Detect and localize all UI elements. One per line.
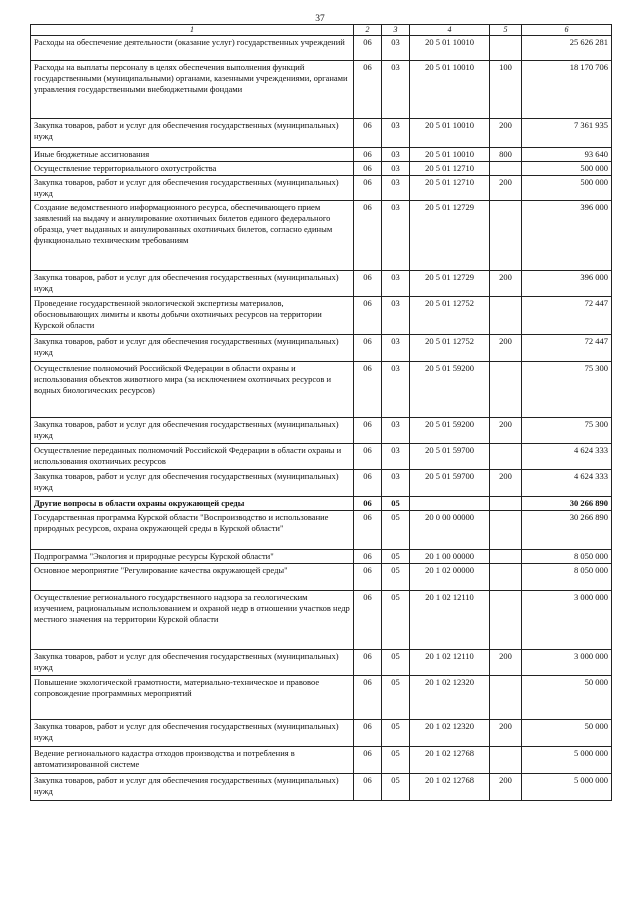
section-code: 06	[354, 444, 382, 470]
subsection-code: 05	[382, 720, 410, 747]
amount: 72 447	[522, 335, 612, 362]
row-name: Закупка товаров, работ и услуг для обеспечения государственных (муниципальных) нужд	[31, 650, 354, 676]
section-code: 06	[354, 497, 382, 511]
table-row	[31, 470, 612, 497]
column-header-3: 3	[382, 25, 410, 36]
section-code: 06	[354, 176, 382, 201]
amount: 93 640	[522, 148, 612, 162]
page-number: 37	[315, 14, 325, 24]
row-name: Осуществление территориального охотустройства	[31, 162, 354, 176]
amount: 396 000	[522, 271, 612, 297]
row-name: Расходы на обеспечение деятельности (оказание услуг) государственных учреждений	[31, 36, 354, 61]
subsection-code: 03	[382, 36, 410, 61]
section-code: 06	[354, 550, 382, 564]
target-article-code: 20 1 00 00000	[410, 550, 490, 564]
target-article-code	[410, 497, 490, 511]
row-name: Проведение государственной экологической экспертизы материалов, обосновывающих лимиты и квоты добычи охотничьих ресурсов на территории Курской области	[31, 297, 354, 335]
amount: 75 300	[522, 418, 612, 444]
row-name: Закупка товаров, работ и услуг для обеспечения государственных (муниципальных) нужд	[31, 720, 354, 747]
column-header-5: 5	[490, 25, 522, 36]
target-article-code: 20 5 01 12710	[410, 176, 490, 201]
expense-type-code: 200	[490, 176, 522, 201]
table-row	[31, 550, 612, 564]
table-row	[31, 747, 612, 774]
section-code: 06	[354, 774, 382, 801]
expense-type-code: 800	[490, 148, 522, 162]
expense-type-code	[490, 511, 522, 550]
section-code: 06	[354, 148, 382, 162]
row-name: Осуществление полномочий Российской Федерации в области охраны и использования объектов животного мира (за исключением охотничьих ресурсов и водных биологических ресурсов)	[31, 362, 354, 418]
section-code: 06	[354, 335, 382, 362]
section-code: 06	[354, 511, 382, 550]
expense-type-code	[490, 297, 522, 335]
amount: 3 000 000	[522, 591, 612, 650]
target-article-code: 20 5 01 59700	[410, 444, 490, 470]
table-row	[31, 564, 612, 591]
expense-type-code	[490, 591, 522, 650]
amount: 18 170 706	[522, 61, 612, 119]
table-row	[31, 176, 612, 201]
table-row	[31, 119, 612, 148]
target-article-code: 20 5 01 10010	[410, 148, 490, 162]
subsection-code: 03	[382, 148, 410, 162]
row-name: Закупка товаров, работ и услуг для обеспечения государственных (муниципальных) нужд	[31, 418, 354, 444]
row-name: Повышение экологической грамотности, материально-техническое и правовое сопровождение программных мероприятий	[31, 676, 354, 720]
row-name: Ведение регионального кадастра отходов производства и потребления в автоматизированной системе	[31, 747, 354, 774]
table-row	[31, 676, 612, 720]
section-code: 06	[354, 747, 382, 774]
row-name: Подпрограмма "Экология и природные ресурсы Курской области"	[31, 550, 354, 564]
expense-type-code: 200	[490, 335, 522, 362]
subsection-code: 03	[382, 444, 410, 470]
expense-type-code	[490, 550, 522, 564]
table-row	[31, 36, 612, 61]
table-row	[31, 591, 612, 650]
table-row	[31, 774, 612, 801]
column-header-6: 6	[522, 25, 612, 36]
expense-type-code: 200	[490, 271, 522, 297]
section-code: 06	[354, 36, 382, 61]
subsection-code: 05	[382, 511, 410, 550]
amount: 5 000 000	[522, 747, 612, 774]
section-code: 06	[354, 297, 382, 335]
subsection-code: 05	[382, 591, 410, 650]
section-code: 06	[354, 162, 382, 176]
column-header-4: 4	[410, 25, 490, 36]
expense-type-code: 200	[490, 774, 522, 801]
row-name: Создание ведомственного информационного ресурса, обеспечивающего прием заявлений на выдачу и аннулирование охотничьих билетов единого федерального образца, учет выданных и аннулированных охотничьих билетов, согласно единым функционально техническим требованиям	[31, 201, 354, 271]
subsection-code: 03	[382, 119, 410, 148]
subsection-code: 05	[382, 774, 410, 801]
row-name: Осуществление регионального государственного надзора за геологическим изучением, рациональным использованием и охраной недр в отношении участков недр местного значения на территории Курской области	[31, 591, 354, 650]
table-row	[31, 720, 612, 747]
target-article-code: 20 5 01 10010	[410, 119, 490, 148]
subsection-code: 05	[382, 550, 410, 564]
row-name: Расходы на выплаты персоналу в целях обеспечения выполнения функций государственными (муниципальными) органами, казенными учреждениями, органами управления государственными внебюджетными фондами	[31, 61, 354, 119]
table-row	[31, 418, 612, 444]
subsection-code: 05	[382, 564, 410, 591]
target-article-code: 20 0 00 00000	[410, 511, 490, 550]
section-code: 06	[354, 271, 382, 297]
section-code: 06	[354, 119, 382, 148]
amount: 3 000 000	[522, 650, 612, 676]
section-code: 06	[354, 564, 382, 591]
target-article-code: 20 5 01 10010	[410, 36, 490, 61]
section-code: 06	[354, 470, 382, 497]
expense-type-code	[490, 676, 522, 720]
target-article-code: 20 5 01 12752	[410, 335, 490, 362]
target-article-code: 20 1 02 12768	[410, 747, 490, 774]
expense-type-code	[490, 444, 522, 470]
subsection-code: 05	[382, 497, 410, 511]
amount: 500 000	[522, 162, 612, 176]
amount: 396 000	[522, 201, 612, 271]
row-name: Закупка товаров, работ и услуг для обеспечения государственных (муниципальных) нужд	[31, 119, 354, 148]
table-row	[31, 61, 612, 119]
amount: 4 624 333	[522, 470, 612, 497]
amount: 30 266 890	[522, 497, 612, 511]
target-article-code: 20 5 01 12710	[410, 162, 490, 176]
row-name: Иные бюджетные ассигнования	[31, 148, 354, 162]
section-code: 06	[354, 650, 382, 676]
target-article-code: 20 1 02 12320	[410, 676, 490, 720]
target-article-code: 20 1 02 12110	[410, 650, 490, 676]
table-header-row	[31, 25, 612, 36]
section-code: 06	[354, 720, 382, 747]
target-article-code: 20 1 02 00000	[410, 564, 490, 591]
expense-type-code	[490, 564, 522, 591]
budget-table	[30, 24, 612, 801]
amount: 5 000 000	[522, 774, 612, 801]
section-code: 06	[354, 676, 382, 720]
subsection-code: 03	[382, 61, 410, 119]
subsection-code: 05	[382, 676, 410, 720]
subsection-code: 03	[382, 418, 410, 444]
table-row	[31, 148, 612, 162]
section-code: 06	[354, 61, 382, 119]
amount: 8 050 000	[522, 550, 612, 564]
target-article-code: 20 1 02 12110	[410, 591, 490, 650]
amount: 30 266 890	[522, 511, 612, 550]
row-name: Государственная программа Курской области "Воспроизводство и использование природных ресурсов, охрана окружающей среды в Курской области"	[31, 511, 354, 550]
amount: 25 626 281	[522, 36, 612, 61]
subsection-code: 03	[382, 162, 410, 176]
expense-type-code	[490, 362, 522, 418]
amount: 72 447	[522, 297, 612, 335]
table-row	[31, 271, 612, 297]
section-code: 06	[354, 418, 382, 444]
section-code: 06	[354, 362, 382, 418]
row-name: Основное мероприятие "Регулирование качества окружающей среды"	[31, 564, 354, 591]
amount: 8 050 000	[522, 564, 612, 591]
expense-type-code: 200	[490, 119, 522, 148]
expense-type-code	[490, 497, 522, 511]
row-name: Закупка товаров, работ и услуг для обеспечения государственных (муниципальных) нужд	[31, 176, 354, 201]
subsection-code: 03	[382, 176, 410, 201]
table-row	[31, 297, 612, 335]
table-row	[31, 162, 612, 176]
expense-type-code: 200	[490, 650, 522, 676]
target-article-code: 20 5 01 12729	[410, 201, 490, 271]
subsection-code: 05	[382, 747, 410, 774]
expense-type-code: 200	[490, 720, 522, 747]
row-name: Осуществление переданных полномочий Российской Федерации в области охраны и использования охотничьих ресурсов	[31, 444, 354, 470]
target-article-code: 20 1 02 12320	[410, 720, 490, 747]
row-name: Закупка товаров, работ и услуг для обеспечения государственных (муниципальных) нужд	[31, 335, 354, 362]
section-code: 06	[354, 201, 382, 271]
target-article-code: 20 5 01 59200	[410, 418, 490, 444]
expense-type-code: 200	[490, 418, 522, 444]
expense-type-code: 100	[490, 61, 522, 119]
table-row	[31, 650, 612, 676]
expense-type-code	[490, 201, 522, 271]
amount: 4 624 333	[522, 444, 612, 470]
table-row	[31, 201, 612, 271]
table-row	[31, 444, 612, 470]
column-header-2: 2	[354, 25, 382, 36]
table-row	[31, 511, 612, 550]
amount: 7 361 935	[522, 119, 612, 148]
column-header-1: 1	[31, 25, 354, 36]
subsection-code: 03	[382, 201, 410, 271]
amount: 75 300	[522, 362, 612, 418]
table-row	[31, 362, 612, 418]
target-article-code: 20 1 02 12768	[410, 774, 490, 801]
target-article-code: 20 5 01 12729	[410, 271, 490, 297]
subsection-code: 03	[382, 335, 410, 362]
subsection-code: 03	[382, 271, 410, 297]
row-name: Закупка товаров, работ и услуг для обеспечения государственных (муниципальных) нужд	[31, 271, 354, 297]
table-row	[31, 335, 612, 362]
expense-type-code	[490, 162, 522, 176]
target-article-code: 20 5 01 10010	[410, 61, 490, 119]
table-row-section-total	[31, 497, 612, 511]
amount: 500 000	[522, 176, 612, 201]
expense-type-code	[490, 36, 522, 61]
expense-type-code	[490, 747, 522, 774]
amount: 50 000	[522, 676, 612, 720]
row-name: Закупка товаров, работ и услуг для обеспечения государственных (муниципальных) нужд	[31, 470, 354, 497]
amount: 50 000	[522, 720, 612, 747]
subsection-code: 03	[382, 470, 410, 497]
subsection-code: 05	[382, 650, 410, 676]
target-article-code: 20 5 01 12752	[410, 297, 490, 335]
subsection-code: 03	[382, 297, 410, 335]
target-article-code: 20 5 01 59700	[410, 470, 490, 497]
subsection-code: 03	[382, 362, 410, 418]
row-name: Другие вопросы в области охраны окружающей среды	[31, 497, 354, 511]
row-name: Закупка товаров, работ и услуг для обеспечения государственных (муниципальных) нужд	[31, 774, 354, 801]
expense-type-code: 200	[490, 470, 522, 497]
section-code: 06	[354, 591, 382, 650]
target-article-code: 20 5 01 59200	[410, 362, 490, 418]
